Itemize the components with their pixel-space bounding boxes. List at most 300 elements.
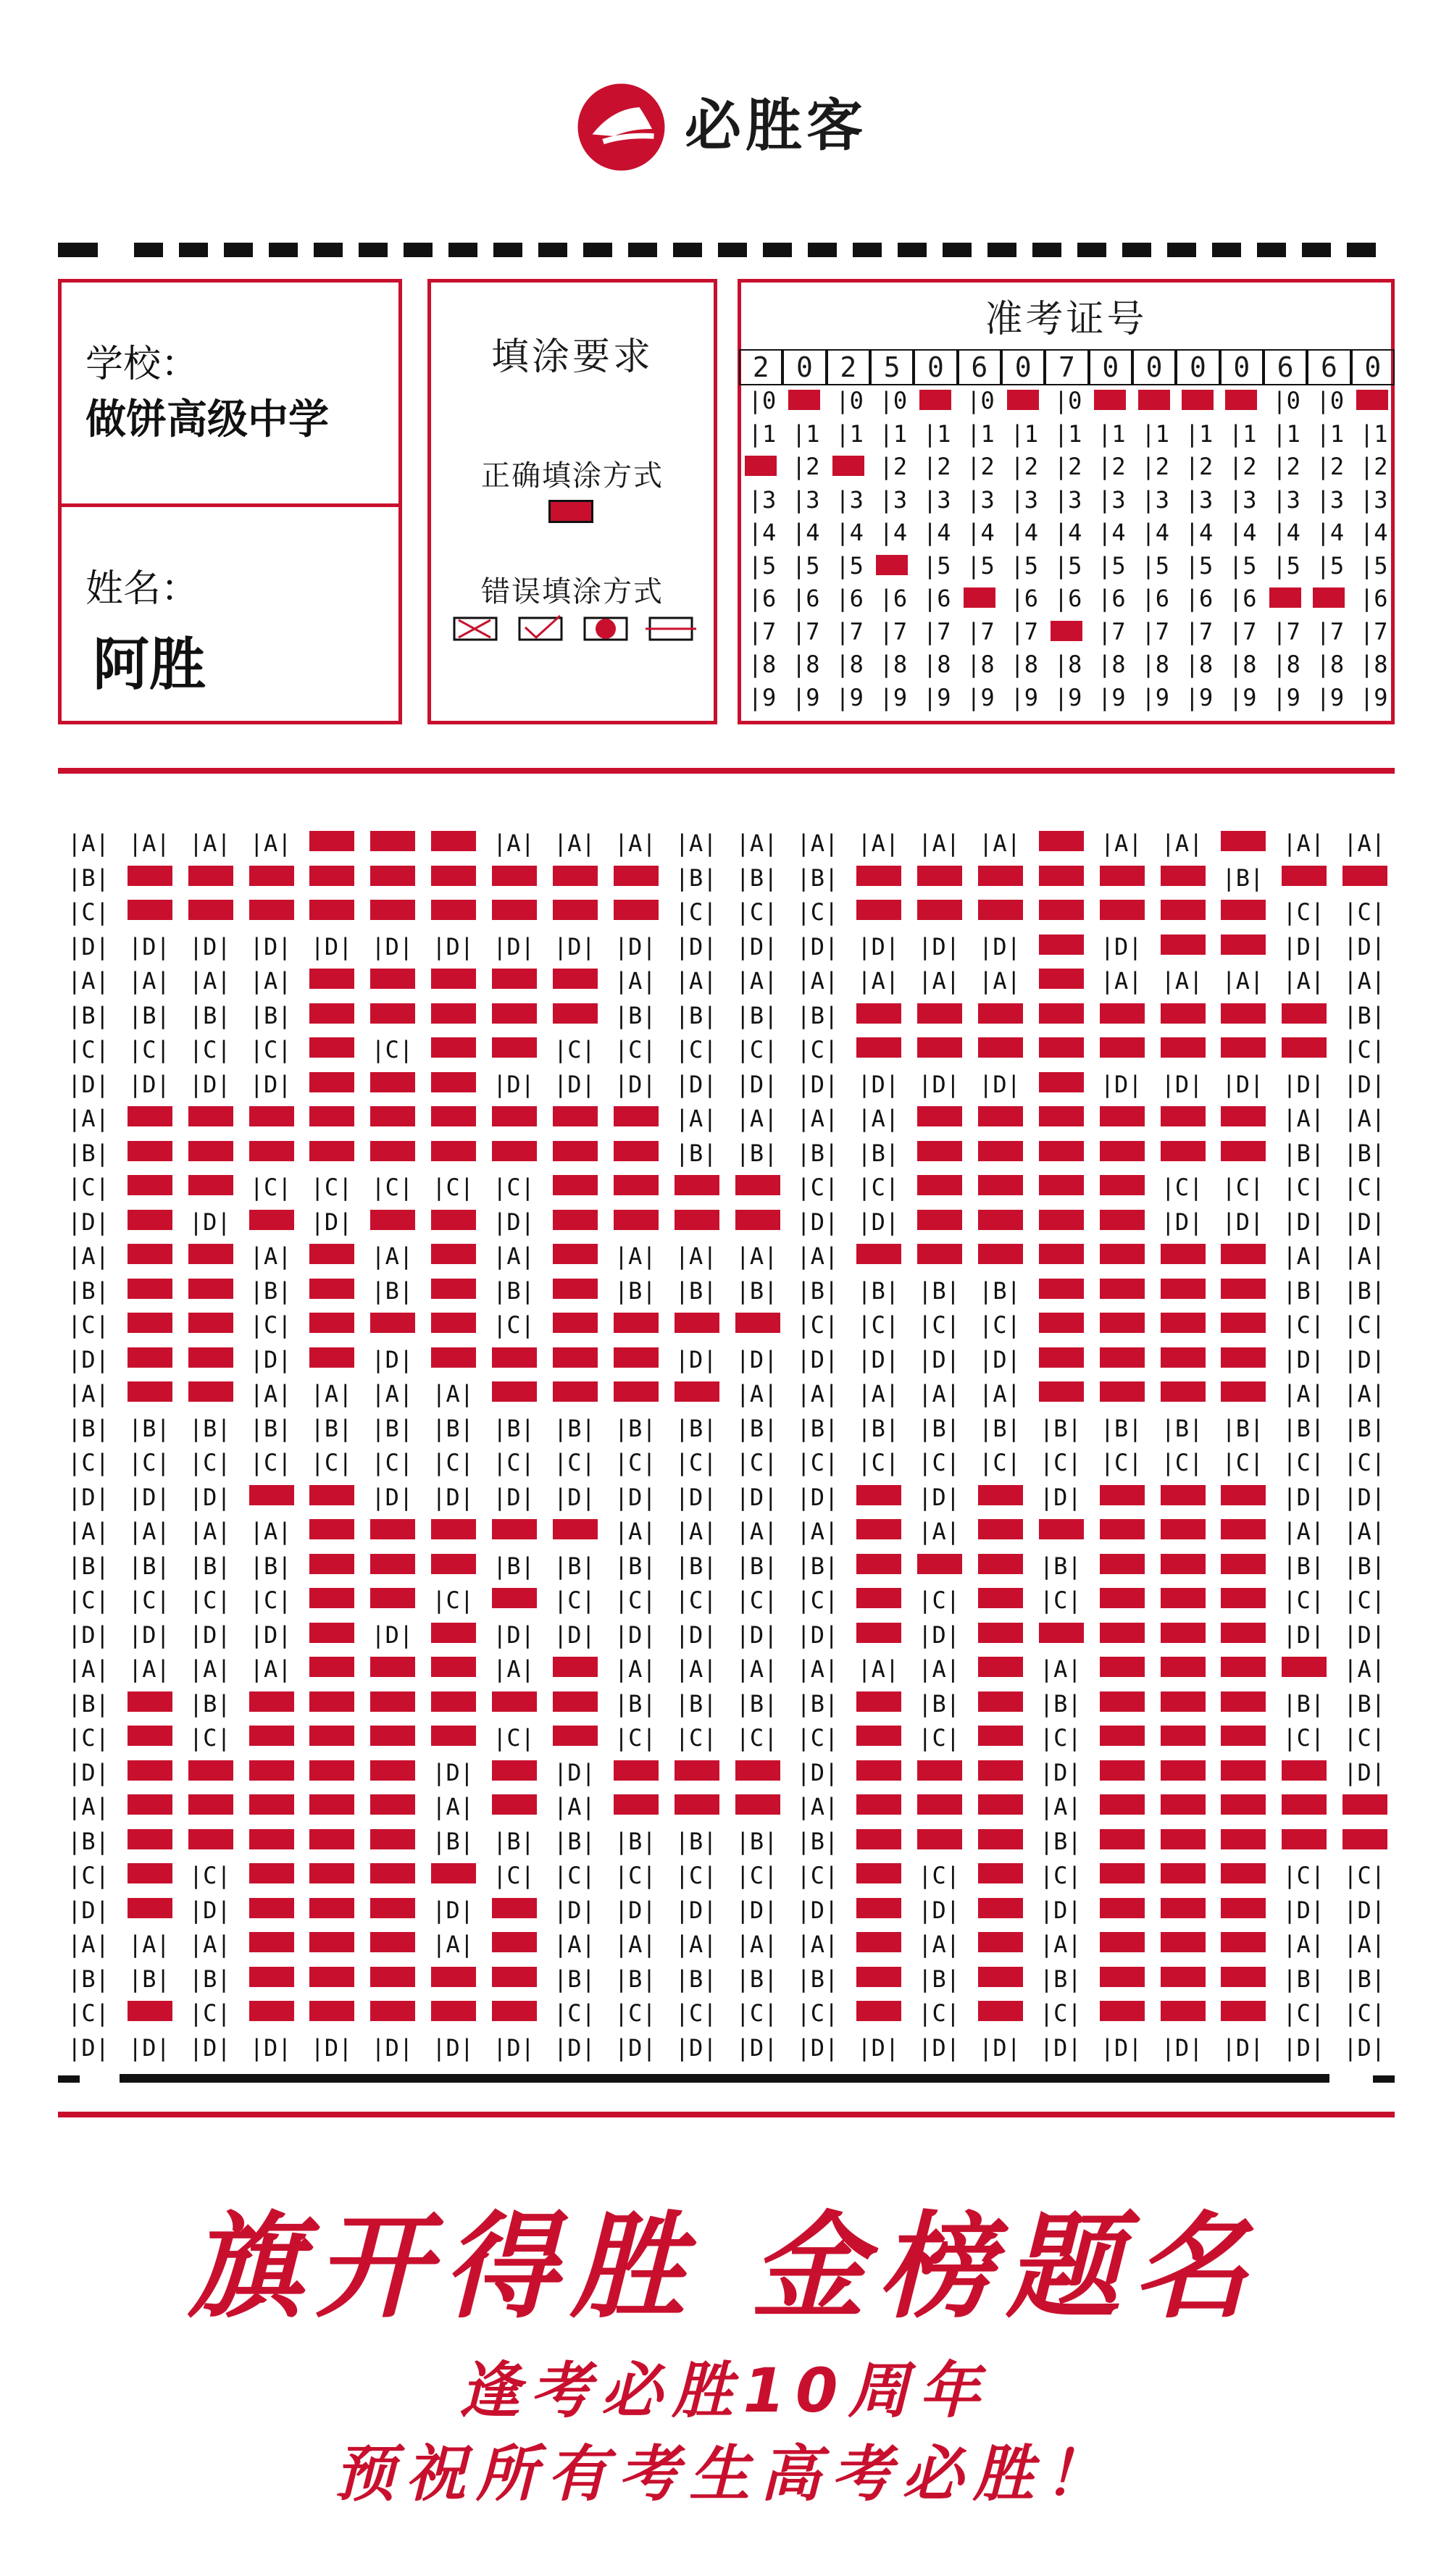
answer-bubble-filled[interactable] [856, 1932, 901, 1952]
answer-bubble[interactable]: |A| [67, 829, 109, 857]
answer-bubble-filled[interactable] [128, 1141, 172, 1161]
answer-bubble[interactable]: |A| [67, 1655, 109, 1683]
answer-bubble-filled[interactable] [735, 1313, 780, 1333]
answer-bubble-filled[interactable] [1221, 1485, 1266, 1505]
answer-bubble[interactable]: |D| [554, 1483, 596, 1511]
answer-bubble[interactable]: |A| [918, 967, 960, 995]
answer-bubble-filled[interactable] [370, 866, 415, 886]
id-bubble[interactable]: |7 [792, 617, 820, 645]
id-bubble[interactable]: |9 [922, 683, 951, 711]
id-bubble[interactable]: |3 [1010, 485, 1039, 514]
answer-bubble-filled[interactable] [553, 969, 598, 989]
answer-bubble[interactable]: |C| [493, 1724, 535, 1752]
answer-bubble-filled[interactable] [735, 1760, 780, 1781]
answer-bubble[interactable]: |D| [1222, 1208, 1264, 1236]
answer-bubble[interactable]: |D| [614, 1483, 656, 1511]
answer-bubble-filled[interactable] [1161, 866, 1206, 886]
id-bubble[interactable]: |9 [1185, 683, 1214, 711]
answer-bubble[interactable]: |B| [188, 1001, 231, 1029]
id-bubble[interactable]: |4 [879, 519, 908, 546]
answer-bubble[interactable]: |D| [249, 1621, 292, 1649]
answer-bubble-filled[interactable] [370, 1691, 415, 1712]
answer-bubble[interactable]: |D| [796, 1345, 839, 1373]
id-bubble[interactable]: |8 [922, 651, 951, 678]
answer-bubble[interactable]: |A| [249, 1380, 292, 1408]
answer-bubble[interactable]: |D| [614, 932, 656, 961]
answer-bubble-filled[interactable] [1342, 866, 1387, 886]
answer-bubble[interactable]: |D| [735, 1621, 778, 1649]
id-bubble[interactable]: |1 [922, 419, 951, 448]
answer-bubble[interactable]: |A| [857, 1380, 900, 1408]
answer-bubble[interactable]: |A| [188, 967, 231, 995]
answer-bubble[interactable]: |A| [1100, 829, 1143, 857]
id-bubble[interactable]: |6 [1141, 585, 1169, 612]
answer-bubble-filled[interactable] [978, 1037, 1023, 1058]
answer-bubble[interactable]: |C| [918, 1724, 960, 1752]
answer-bubble-filled[interactable] [978, 1726, 1023, 1746]
answer-bubble[interactable]: |D| [1161, 2033, 1203, 2062]
answer-bubble[interactable]: |B| [249, 1552, 292, 1580]
answer-bubble-filled[interactable] [856, 1588, 901, 1608]
id-bubble[interactable]: |2 [1098, 453, 1126, 480]
answer-bubble[interactable]: |B| [1039, 1965, 1082, 1993]
answer-bubble-filled[interactable] [856, 900, 901, 920]
answer-bubble[interactable]: |C| [796, 1036, 839, 1063]
answer-bubble-filled[interactable] [553, 1347, 598, 1368]
answer-bubble-filled[interactable] [1039, 1279, 1084, 1299]
id-bubble[interactable]: |2 [1053, 453, 1082, 480]
answer-bubble[interactable]: |C| [1039, 1999, 1082, 2027]
answer-bubble[interactable]: |C| [1282, 1586, 1325, 1614]
answer-bubble[interactable]: |B| [614, 1276, 656, 1305]
answer-bubble[interactable]: |C| [1222, 1449, 1264, 1476]
answer-bubble-filled[interactable] [917, 1829, 962, 1849]
answer-bubble[interactable]: |D| [67, 1345, 109, 1373]
answer-bubble[interactable]: |B| [675, 863, 717, 892]
answer-bubble-filled[interactable] [917, 1794, 962, 1815]
answer-bubble-filled[interactable] [1342, 1829, 1387, 1849]
answer-bubble[interactable]: |B| [432, 1414, 475, 1442]
answer-bubble-filled[interactable] [249, 1691, 294, 1712]
answer-bubble[interactable]: |A| [796, 1242, 839, 1270]
answer-bubble-filled[interactable] [128, 1313, 172, 1333]
id-bubble[interactable]: |7 [835, 617, 864, 645]
answer-bubble[interactable]: |C| [67, 1311, 109, 1339]
answer-bubble-filled[interactable] [1161, 1141, 1206, 1161]
answer-bubble[interactable]: |B| [1343, 1965, 1386, 1993]
id-bubble[interactable]: |9 [1141, 683, 1169, 711]
answer-bubble[interactable]: |B| [918, 1965, 960, 1993]
answer-bubble-filled[interactable] [370, 1726, 415, 1746]
id-bubble[interactable]: |8 [879, 651, 908, 678]
answer-bubble-filled[interactable] [856, 2001, 901, 2021]
answer-bubble-filled[interactable] [978, 1519, 1023, 1539]
answer-bubble[interactable]: |B| [675, 1552, 717, 1580]
answer-bubble[interactable]: |A| [796, 1655, 839, 1683]
answer-bubble[interactable]: |D| [493, 1483, 535, 1511]
answer-bubble-filled[interactable] [188, 1760, 233, 1781]
answer-bubble-filled[interactable] [1221, 1657, 1266, 1677]
answer-bubble-filled[interactable] [614, 1175, 659, 1195]
answer-bubble[interactable]: |A| [1282, 1518, 1325, 1545]
id-bubble[interactable]: |1 [1010, 419, 1039, 448]
answer-bubble-filled[interactable] [128, 1106, 172, 1126]
answer-bubble[interactable]: |D| [1039, 1483, 1082, 1511]
answer-bubble[interactable]: |C| [188, 1999, 231, 2027]
answer-bubble[interactable]: |C| [1222, 1174, 1264, 1201]
answer-bubble-filled[interactable] [1161, 1794, 1206, 1815]
answer-bubble[interactable]: |D| [918, 932, 960, 961]
answer-bubble[interactable]: |B| [1039, 1827, 1082, 1855]
answer-bubble-filled[interactable] [309, 1932, 354, 1952]
answer-bubble-filled[interactable] [249, 1210, 294, 1230]
answer-bubble-filled[interactable] [614, 1381, 659, 1402]
answer-bubble-filled[interactable] [370, 1829, 415, 1849]
answer-bubble-filled[interactable] [1161, 1967, 1206, 1987]
answer-bubble-filled[interactable] [492, 1381, 537, 1402]
answer-bubble-filled[interactable] [249, 1932, 294, 1952]
answer-bubble-filled[interactable] [431, 1313, 476, 1333]
answer-bubble-filled[interactable] [1161, 2001, 1206, 2021]
answer-bubble-filled[interactable] [249, 1829, 294, 1849]
answer-bubble-filled[interactable] [370, 1313, 415, 1333]
answer-bubble[interactable]: |D| [1343, 1345, 1386, 1373]
answer-bubble-filled[interactable] [1161, 1003, 1206, 1024]
answer-bubble[interactable]: |B| [614, 1001, 656, 1029]
answer-bubble[interactable]: |C| [1282, 1862, 1325, 1889]
answer-bubble-filled[interactable] [1282, 1003, 1327, 1024]
id-bubble[interactable]: |4 [922, 519, 951, 546]
answer-bubble-filled[interactable] [735, 1175, 780, 1195]
answer-bubble[interactable]: |C| [857, 1311, 900, 1339]
id-bubble[interactable]: |8 [1229, 651, 1257, 678]
answer-bubble[interactable]: |C| [1039, 1449, 1082, 1476]
id-bubble[interactable]: |2 [792, 453, 820, 480]
answer-bubble[interactable]: |A| [796, 967, 839, 995]
answer-bubble[interactable]: |C| [675, 898, 717, 926]
answer-bubble[interactable]: |C| [432, 1174, 475, 1201]
answer-bubble-filled[interactable] [431, 1106, 476, 1126]
answer-bubble[interactable]: |D| [1282, 1621, 1325, 1649]
answer-bubble[interactable]: |C| [1282, 1999, 1325, 2027]
answer-bubble-filled[interactable] [492, 1760, 537, 1781]
answer-bubble[interactable]: |B| [614, 1552, 656, 1580]
answer-bubble[interactable]: |B| [67, 1276, 109, 1305]
answer-bubble[interactable]: |B| [310, 1414, 353, 1442]
answer-bubble-filled[interactable] [128, 1381, 172, 1402]
id-bubble[interactable]: |9 [1010, 683, 1039, 711]
answer-bubble[interactable]: |A| [1343, 1655, 1386, 1683]
answer-bubble[interactable]: |A| [188, 1518, 231, 1545]
answer-bubble[interactable]: |B| [675, 1689, 717, 1718]
answer-bubble[interactable]: |C| [1343, 1724, 1386, 1752]
answer-bubble-filled[interactable] [856, 1485, 901, 1505]
answer-bubble-filled[interactable] [1039, 1519, 1084, 1539]
answer-bubble[interactable]: |C| [67, 1724, 109, 1752]
answer-bubble-filled[interactable] [128, 1760, 172, 1781]
id-bubble[interactable]: |9 [1098, 683, 1126, 711]
id-bubble[interactable]: |4 [1098, 519, 1126, 546]
answer-bubble-filled[interactable] [188, 1106, 233, 1126]
answer-bubble-filled[interactable] [978, 1898, 1023, 1918]
answer-bubble[interactable]: |B| [188, 1689, 231, 1718]
answer-bubble[interactable]: |A| [614, 1242, 656, 1270]
answer-bubble-filled[interactable] [431, 1863, 476, 1883]
id-bubble[interactable]: |9 [966, 683, 995, 711]
id-bubble[interactable]: |4 [792, 519, 820, 546]
answer-bubble[interactable]: |A| [67, 1380, 109, 1408]
answer-bubble-filled[interactable] [309, 1829, 354, 1849]
answer-bubble-filled[interactable] [128, 1691, 172, 1712]
answer-bubble-filled[interactable] [614, 1210, 659, 1230]
answer-bubble-filled[interactable] [1282, 866, 1327, 886]
answer-bubble[interactable]: |C| [735, 1036, 778, 1063]
answer-bubble[interactable]: |A| [735, 1380, 778, 1408]
answer-bubble[interactable]: |A| [675, 967, 717, 995]
answer-bubble-filled[interactable] [614, 1106, 659, 1126]
answer-bubble[interactable]: |D| [918, 1896, 960, 1924]
answer-bubble[interactable]: |D| [1039, 1896, 1082, 1924]
answer-bubble[interactable]: |D| [310, 932, 353, 961]
answer-bubble[interactable]: |C| [249, 1586, 292, 1614]
answer-bubble-filled[interactable] [1221, 1141, 1266, 1161]
answer-bubble[interactable]: |D| [1282, 1345, 1325, 1373]
answer-bubble[interactable]: |B| [493, 1414, 535, 1442]
answer-bubble[interactable]: |D| [735, 1483, 778, 1511]
answer-bubble-filled[interactable] [492, 1037, 537, 1058]
answer-bubble-filled[interactable] [309, 1554, 354, 1574]
answer-bubble-filled[interactable] [856, 1519, 901, 1539]
id-bubble-filled[interactable] [1269, 587, 1301, 608]
id-bubble[interactable]: |8 [1185, 651, 1214, 678]
answer-bubble[interactable]: |D| [493, 1208, 535, 1236]
answer-bubble[interactable]: |C| [1343, 898, 1386, 926]
answer-bubble-filled[interactable] [1100, 1141, 1145, 1161]
answer-bubble[interactable]: |C| [188, 1724, 231, 1752]
answer-bubble-filled[interactable] [309, 1485, 354, 1505]
answer-bubble[interactable]: |C| [128, 1449, 170, 1476]
answer-bubble[interactable]: |B| [554, 1414, 596, 1442]
answer-bubble[interactable]: |D| [857, 2033, 900, 2062]
answer-bubble-filled[interactable] [553, 1106, 598, 1126]
id-bubble[interactable]: |4 [966, 519, 995, 546]
id-bubble[interactable]: |0 [835, 387, 864, 414]
answer-bubble[interactable]: |B| [554, 1965, 596, 1993]
id-bubble[interactable]: |2 [1359, 453, 1388, 480]
answer-bubble-filled[interactable] [249, 1141, 294, 1161]
answer-bubble[interactable]: |C| [979, 1311, 1021, 1339]
answer-bubble-filled[interactable] [128, 1175, 172, 1195]
answer-bubble-filled[interactable] [370, 1072, 415, 1092]
answer-bubble-filled[interactable] [978, 1829, 1023, 1849]
answer-bubble-filled[interactable] [309, 1898, 354, 1918]
answer-bubble[interactable]: |B| [1039, 1552, 1082, 1580]
answer-bubble[interactable]: |C| [371, 1036, 414, 1063]
answer-bubble[interactable]: |D| [67, 1896, 109, 1924]
answer-bubble[interactable]: |C| [918, 1862, 960, 1889]
answer-bubble[interactable]: |B| [614, 1827, 656, 1855]
answer-bubble-filled[interactable] [614, 1760, 659, 1781]
answer-bubble-filled[interactable] [856, 1691, 901, 1712]
answer-bubble[interactable]: |D| [1282, 932, 1325, 961]
answer-bubble[interactable]: |C| [796, 1862, 839, 1889]
id-bubble[interactable]: |1 [1053, 419, 1082, 448]
answer-bubble-filled[interactable] [1221, 1691, 1266, 1712]
answer-bubble[interactable]: |D| [796, 932, 839, 961]
answer-bubble-filled[interactable] [309, 1657, 354, 1677]
answer-bubble-filled[interactable] [917, 1244, 962, 1264]
answer-bubble[interactable]: |A| [493, 1655, 535, 1683]
answer-bubble[interactable]: |C| [67, 1449, 109, 1476]
answer-bubble[interactable]: |D| [67, 1483, 109, 1511]
answer-bubble-filled[interactable] [309, 831, 354, 851]
id-bubble[interactable]: |6 [835, 585, 864, 612]
answer-bubble-filled[interactable] [978, 1175, 1023, 1195]
answer-bubble-filled[interactable] [553, 1657, 598, 1677]
answer-bubble[interactable]: |D| [188, 1483, 231, 1511]
answer-bubble[interactable]: |C| [1343, 1036, 1386, 1063]
answer-bubble-filled[interactable] [614, 1347, 659, 1368]
answer-bubble[interactable]: |A| [918, 1931, 960, 1958]
answer-bubble-filled[interactable] [1161, 1863, 1206, 1883]
id-bubble[interactable]: |5 [792, 551, 820, 580]
answer-bubble-filled[interactable] [492, 1967, 537, 1987]
answer-bubble-filled[interactable] [978, 900, 1023, 920]
id-bubble[interactable]: |3 [792, 485, 820, 514]
answer-bubble[interactable]: |D| [857, 1345, 900, 1373]
id-bubble[interactable]: |7 [748, 617, 777, 645]
answer-bubble[interactable]: |C| [371, 1174, 414, 1201]
answer-bubble-filled[interactable] [128, 1829, 172, 1849]
answer-bubble-filled[interactable] [856, 1554, 901, 1574]
answer-bubble-filled[interactable] [1039, 969, 1084, 989]
answer-bubble[interactable]: |C| [1282, 1174, 1325, 1201]
answer-bubble-filled[interactable] [370, 1210, 415, 1230]
answer-bubble[interactable]: |A| [432, 1931, 475, 1958]
answer-bubble-filled[interactable] [188, 1175, 233, 1195]
id-bubble[interactable]: |4 [835, 519, 864, 546]
answer-bubble-filled[interactable] [249, 866, 294, 886]
answer-bubble-filled[interactable] [1039, 1244, 1084, 1264]
answer-bubble[interactable]: |A| [1161, 967, 1203, 995]
answer-bubble-filled[interactable] [309, 1794, 354, 1815]
id-bubble[interactable]: |0 [879, 387, 908, 414]
answer-bubble[interactable]: |B| [735, 1827, 778, 1855]
answer-bubble-filled[interactable] [1039, 1347, 1084, 1368]
id-bubble[interactable]: |9 [792, 683, 820, 711]
id-bubble-filled[interactable] [788, 390, 820, 410]
answer-bubble[interactable]: |D| [554, 1896, 596, 1924]
id-bubble[interactable]: |1 [1141, 419, 1169, 448]
answer-bubble-filled[interactable] [978, 1623, 1023, 1643]
answer-bubble-filled[interactable] [1100, 1003, 1145, 1024]
answer-bubble-filled[interactable] [492, 1691, 537, 1712]
answer-bubble[interactable]: |B| [796, 1276, 839, 1305]
answer-bubble[interactable]: |A| [432, 1793, 475, 1820]
answer-bubble[interactable]: |A| [675, 1242, 717, 1270]
answer-bubble-filled[interactable] [1039, 1141, 1084, 1161]
answer-bubble-filled[interactable] [856, 1623, 901, 1643]
answer-bubble-filled[interactable] [917, 1141, 962, 1161]
answer-bubble[interactable]: |B| [249, 1276, 292, 1305]
answer-bubble[interactable]: |D| [1100, 1070, 1143, 1098]
answer-bubble[interactable]: |C| [249, 1311, 292, 1339]
answer-bubble-filled[interactable] [917, 866, 962, 886]
answer-bubble-filled[interactable] [431, 1347, 476, 1368]
answer-bubble[interactable]: |A| [249, 1518, 292, 1545]
answer-bubble[interactable]: |D| [857, 1070, 900, 1098]
answer-bubble[interactable]: |B| [1343, 1139, 1386, 1167]
answer-bubble[interactable]: |D| [1343, 1483, 1386, 1511]
id-bubble[interactable]: |8 [1010, 651, 1039, 678]
answer-bubble[interactable]: |A| [554, 1931, 596, 1958]
answer-bubble-filled[interactable] [1161, 1898, 1206, 1918]
answer-bubble-filled[interactable] [1161, 1623, 1206, 1643]
answer-bubble[interactable]: |B| [1343, 1552, 1386, 1580]
answer-bubble[interactable]: |A| [1282, 829, 1325, 857]
answer-bubble[interactable]: |A| [1100, 967, 1143, 995]
answer-bubble-filled[interactable] [309, 1967, 354, 1987]
answer-bubble[interactable]: |B| [249, 1001, 292, 1029]
id-bubble[interactable]: |5 [1272, 551, 1300, 580]
answer-bubble-filled[interactable] [188, 1313, 233, 1333]
answer-bubble[interactable]: |B| [796, 863, 839, 892]
answer-bubble-filled[interactable] [309, 1003, 354, 1024]
answer-bubble-filled[interactable] [1161, 1347, 1206, 1368]
answer-bubble[interactable]: |A| [1343, 829, 1386, 857]
answer-bubble-filled[interactable] [492, 900, 537, 920]
answer-bubble[interactable]: |A| [796, 1518, 839, 1545]
id-bubble[interactable]: |7 [1316, 617, 1345, 645]
answer-bubble[interactable]: |A| [249, 1242, 292, 1270]
answer-bubble[interactable]: |A| [614, 829, 656, 857]
answer-bubble[interactable]: |C| [1343, 1311, 1386, 1339]
id-bubble[interactable]: |0 [966, 387, 995, 414]
answer-bubble-filled[interactable] [128, 900, 172, 920]
id-bubble[interactable]: |8 [1359, 651, 1388, 678]
id-bubble[interactable]: |6 [1229, 585, 1257, 612]
answer-bubble[interactable]: |B| [735, 1276, 778, 1305]
answer-bubble[interactable]: |C| [432, 1449, 475, 1476]
id-bubble-filled[interactable] [745, 456, 777, 476]
id-bubble[interactable]: |1 [1359, 419, 1388, 448]
answer-bubble-filled[interactable] [553, 1519, 598, 1539]
answer-bubble[interactable]: |C| [735, 898, 778, 926]
answer-bubble[interactable]: |A| [1343, 1931, 1386, 1958]
id-bubble[interactable]: |9 [835, 683, 864, 711]
id-bubble[interactable]: |6 [922, 585, 951, 612]
answer-bubble-filled[interactable] [188, 1244, 233, 1264]
answer-bubble[interactable]: |B| [735, 1414, 778, 1442]
answer-bubble[interactable]: |D| [249, 932, 292, 961]
answer-bubble-filled[interactable] [978, 1244, 1023, 1264]
answer-bubble[interactable]: |D| [554, 2033, 596, 2062]
answer-bubble-filled[interactable] [188, 866, 233, 886]
answer-bubble-filled[interactable] [1100, 1347, 1145, 1368]
answer-bubble-filled[interactable] [1100, 1037, 1145, 1058]
id-bubble[interactable]: |1 [1272, 419, 1300, 448]
answer-bubble[interactable]: |B| [128, 1001, 170, 1029]
answer-bubble-filled[interactable] [1100, 1794, 1145, 1815]
id-bubble[interactable]: |3 [1316, 485, 1345, 514]
id-bubble[interactable]: |4 [1316, 519, 1345, 546]
answer-bubble[interactable]: |D| [188, 1208, 231, 1236]
answer-bubble[interactable]: |B| [1343, 1001, 1386, 1029]
id-bubble[interactable]: |2 [1185, 453, 1214, 480]
answer-bubble[interactable]: |D| [493, 2033, 535, 2062]
answer-bubble[interactable]: |A| [675, 1931, 717, 1958]
answer-bubble-filled[interactable] [249, 1863, 294, 1883]
